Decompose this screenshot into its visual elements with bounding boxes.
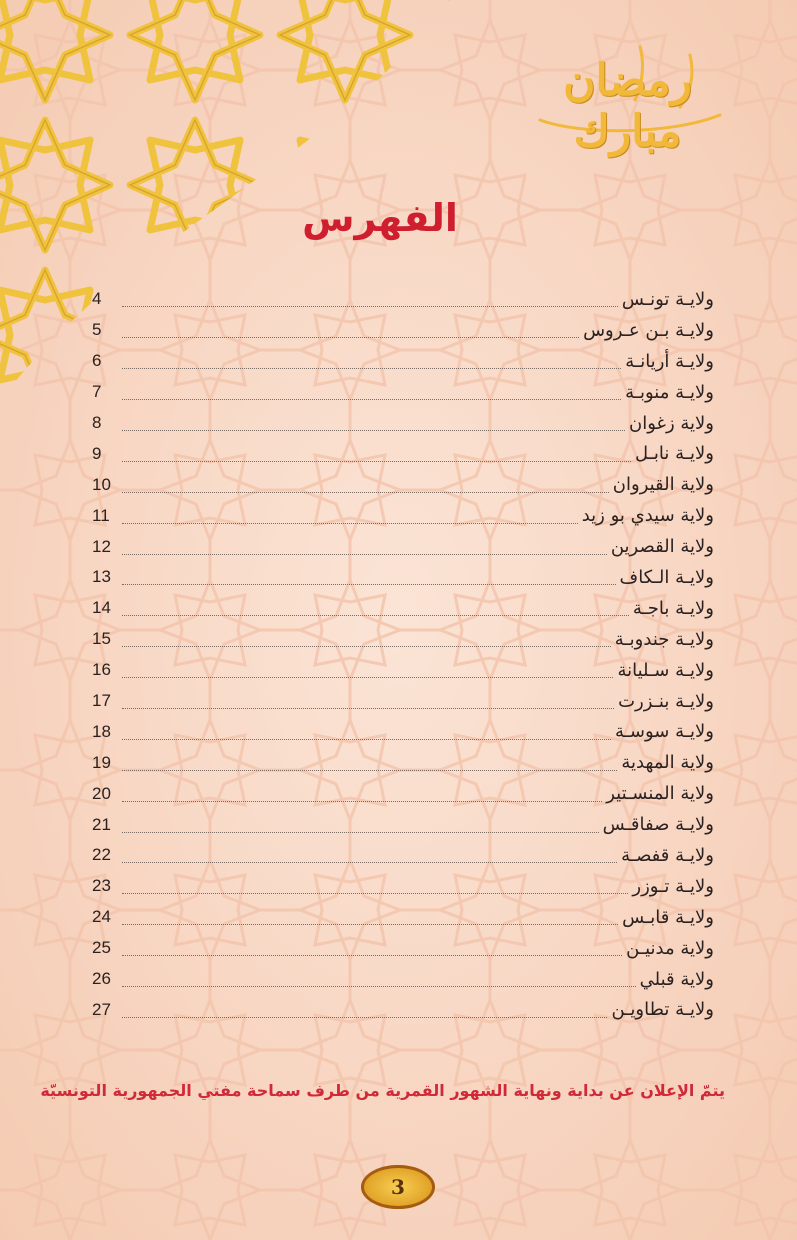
toc-entry[interactable] [92, 438, 714, 469]
toc-entry-label: ولايـة قفصـة [621, 844, 714, 866]
toc-dot-leader [122, 676, 613, 678]
toc-entry[interactable] [92, 871, 714, 902]
toc-entry-page: 17 [92, 691, 111, 711]
toc-entry[interactable] [92, 624, 714, 655]
toc-entry-label: ولايـة صفاقـس [602, 814, 714, 836]
toc-dot-leader [122, 1016, 607, 1018]
page-number: 3 [391, 1175, 405, 1199]
toc-entry-page: 4 [92, 289, 102, 309]
toc-dot-leader [122, 398, 621, 400]
toc-dot-leader [122, 583, 616, 585]
toc-entry[interactable] [92, 686, 714, 717]
toc-entry-page: 14 [92, 598, 111, 618]
toc-entry-label: ولايـة سـليانة [617, 659, 714, 681]
page-number-badge [361, 1165, 435, 1209]
toc-entry-page: 15 [92, 629, 111, 649]
toc-entry-page: 5 [92, 320, 102, 340]
toc-entry-label: ولاية زغوان [629, 412, 714, 434]
toc-entry[interactable] [92, 809, 714, 840]
toc-entry[interactable] [92, 902, 714, 933]
toc-entry-label: ولايـة بنـزرت [618, 690, 714, 712]
toc-dot-leader [122, 429, 625, 431]
toc-entry-page: 7 [92, 382, 102, 402]
toc-entry-label: ولاية القيروان [612, 474, 714, 496]
toc-entry[interactable] [92, 562, 714, 593]
toc-entry-label: ولايـة تونـس [621, 288, 714, 310]
toc-entry-page: 22 [92, 845, 111, 865]
toc-dot-leader [122, 460, 631, 462]
toc-entry-label: ولايـة منوبـة [625, 381, 714, 403]
toc-entry-label: ولايـة أريانـة [625, 350, 714, 372]
toc-dot-leader [122, 738, 611, 740]
toc-entry-label: ولايـة باجـة [632, 597, 714, 619]
toc-entry[interactable] [92, 408, 714, 439]
table-of-contents [92, 284, 714, 1025]
toc-entry[interactable] [92, 964, 714, 995]
toc-entry-page: 16 [92, 660, 111, 680]
toc-entry-label: ولاية المهدية [621, 752, 714, 774]
toc-dot-leader [122, 985, 636, 987]
toc-entry-page: 9 [92, 443, 102, 463]
toc-entry-label: ولايـة الـكاف [619, 566, 714, 588]
toc-entry-label: ولايـة جندوبـة [614, 628, 714, 650]
toc-entry[interactable] [92, 531, 714, 562]
toc-entry-page: 6 [92, 351, 102, 371]
toc-entry-page: 13 [92, 567, 111, 587]
toc-entry[interactable] [92, 469, 714, 500]
toc-entry-label: ولايـة نابـل [634, 443, 714, 465]
toc-dot-leader [122, 336, 579, 338]
toc-entry-page: 18 [92, 721, 111, 741]
toc-entry-page: 19 [92, 752, 111, 772]
toc-dot-leader [122, 305, 618, 307]
toc-dot-leader [122, 861, 617, 863]
toc-dot-leader [122, 831, 599, 833]
toc-entry[interactable] [92, 500, 714, 531]
page-title: الفهرس [302, 196, 458, 240]
toc-entry-page: 11 [92, 505, 110, 525]
announcement-notice: يتمّ الإعلان عن بداية ونهاية الشهور القمرية من طرف سماحة مفتي الجمهورية التونسيّة [40, 1081, 725, 1100]
toc-entry-page: 27 [92, 999, 111, 1019]
toc-entry[interactable] [92, 377, 714, 408]
toc-entry[interactable] [92, 840, 714, 871]
toc-dot-leader [122, 491, 609, 493]
toc-entry[interactable] [92, 593, 714, 624]
toc-entry-page: 25 [92, 938, 111, 958]
toc-dot-leader [122, 923, 618, 925]
toc-dot-leader [122, 645, 611, 647]
toc-entry[interactable] [92, 716, 714, 747]
toc-entry-page: 20 [92, 783, 111, 803]
toc-entry-page: 23 [92, 876, 111, 896]
toc-entry[interactable] [92, 778, 714, 809]
toc-entry-label: ولاية القصرين [610, 536, 714, 558]
toc-entry-label: ولايـة سوسـة [615, 721, 714, 743]
toc-dot-leader [122, 614, 629, 616]
toc-entry-label: ولايـة تـوزر [632, 875, 714, 897]
ramadan-mubarak-logo [520, 35, 735, 157]
toc-entry[interactable] [92, 994, 714, 1025]
toc-entry[interactable] [92, 315, 714, 346]
toc-entry-page: 26 [92, 969, 111, 989]
toc-entry[interactable] [92, 655, 714, 686]
toc-entry-page: 12 [92, 536, 111, 556]
toc-dot-leader [122, 707, 614, 709]
toc-dot-leader [122, 769, 617, 771]
toc-entry-page: 21 [92, 814, 111, 834]
toc-entry-label: ولايـة بـن عـروس [583, 319, 714, 341]
logo-text: رمضان مبارك [563, 55, 692, 157]
toc-dot-leader [122, 800, 602, 802]
toc-entry-label: ولايـة تطاويـن [611, 999, 714, 1021]
toc-entry-page: 8 [92, 413, 102, 432]
toc-entry[interactable] [92, 747, 714, 778]
toc-entry-label: ولاية مدنيـن [626, 937, 714, 959]
toc-entry-label: ولايـة قابـس [622, 906, 714, 928]
toc-entry-label: ولاية قبلي [639, 968, 714, 990]
toc-dot-leader [122, 954, 622, 956]
toc-dot-leader [122, 892, 628, 894]
toc-entry-page: 10 [92, 474, 111, 494]
toc-dot-leader [122, 367, 621, 369]
toc-entry-label: ولاية سيدي بو زيد [581, 505, 714, 527]
toc-entry-label: ولاية المنسـتير [606, 783, 714, 805]
toc-dot-leader [122, 553, 607, 555]
toc-entry[interactable] [92, 346, 714, 377]
toc-dot-leader [122, 522, 578, 524]
toc-entry[interactable] [92, 284, 714, 315]
toc-entry-page: 24 [92, 907, 111, 927]
toc-entry[interactable] [92, 933, 714, 964]
